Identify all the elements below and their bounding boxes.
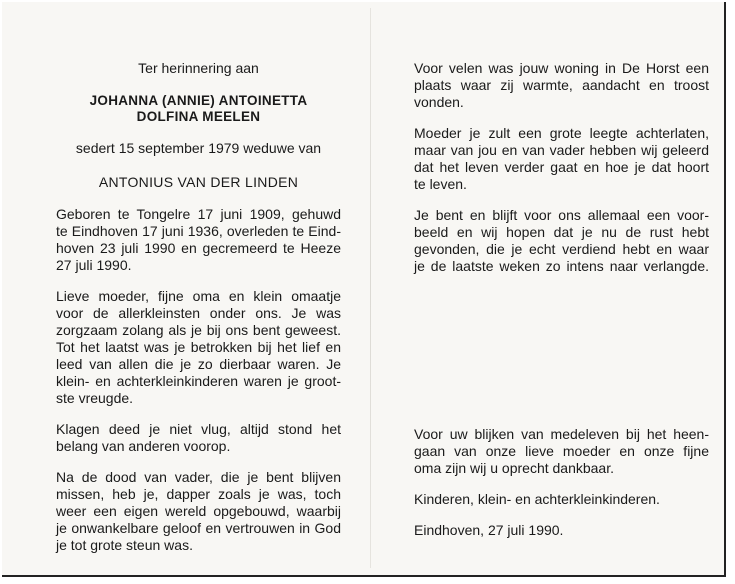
card-fold	[370, 8, 371, 568]
signature: Kinderen, klein- en achterkleinkinderen.	[414, 491, 660, 507]
widow-line: sedert 15 september 1979 weduwe van	[75, 140, 322, 156]
right-para2-line: Moeder je zult een grote leegte achterlaten,	[414, 125, 709, 141]
para1-line: Lieve moeder, fijne oma en klein omaatje	[56, 288, 341, 304]
right-para3-line: Je bent en blijft voor ons allemaal een voor-	[414, 207, 709, 223]
bio-line: hoven 23 juli 1990 en gecremeerd te Heeze	[56, 240, 341, 256]
para3-line: je tot grote steun was.	[56, 537, 193, 553]
thanks-line: oma zijn wij u oprecht dankbaar.	[414, 460, 614, 476]
right-para1-line: vonden.	[414, 94, 464, 110]
place-date: Eindhoven, 27 juli 1990.	[414, 522, 564, 538]
para3-line: missen, heb je, dapper zoals je was, toch	[56, 486, 341, 502]
husband-name: ANTONIUS VAN DER LINDEN	[98, 174, 299, 190]
right-para3-line: je de laatste weken zo intens naar verlangde.	[414, 258, 709, 274]
right-para1-line: plaats waar zij warmte, aandacht en troost	[414, 77, 709, 93]
para1-line: ste vreugde.	[56, 390, 134, 406]
para1-line: zorgzaam zolang als je bij ons bent geweest.	[56, 322, 341, 338]
para2-line: Klagen deed je niet vlug, altijd stond het	[56, 421, 341, 437]
bio-line: Geboren te Tongelre 17 juni 1909, gehuwd	[56, 206, 341, 222]
para3-line: je onwankelbare geloof en vertrouwen in God	[56, 520, 341, 536]
para1-line: voor de allerkleinsten onder ons. Je was	[56, 305, 341, 321]
para1-line: klein- en achterkleinkinderen waren je groot-	[56, 373, 341, 389]
bio-line: te Eindhoven 17 juni 1936, overleden te Eind-	[56, 223, 341, 239]
para3-line: Na de dood van vader, die je bent blijven	[56, 469, 341, 485]
right-para2-line: te leven.	[414, 176, 467, 192]
intro-text: Ter herinnering aan	[138, 60, 259, 76]
right-para2-line: dat het leven verder gaat en hoe je dat hoort	[414, 159, 709, 175]
bio-line: 27 juli 1990.	[56, 257, 132, 273]
para1-line: Tot het laatst was je betrokken bij het lief en	[56, 339, 341, 355]
deceased-name-line2: DOLFINA MEELEN	[136, 109, 261, 124]
memorial-card	[2, 2, 726, 577]
right-para3-line: beeld en wij hopen dat je nu de rust hebt	[414, 224, 709, 240]
thanks-line: Voor uw blijken van medeleven bij het heen-	[414, 426, 709, 442]
deceased-name-line1: JOHANNA (ANNIE) ANTOINETTA	[89, 93, 308, 108]
right-para1-line: Voor velen was jouw woning in De Horst een	[414, 60, 709, 76]
thanks-line: gaan van onze lieve moeder en onze fijne	[414, 443, 709, 459]
right-para2-line: maar van jou en van vader hebben wij geleerd	[414, 142, 709, 158]
right-para3-line: gevonden, die je echt verdiend hebt en waar	[414, 241, 709, 257]
para2-line: belang van anderen voorop.	[56, 438, 231, 454]
para1-line: leed van allen die je zo dierbaar waren. Je	[56, 356, 341, 372]
para3-line: weer een eigen wereld opgebouwd, waarbij	[56, 503, 341, 519]
